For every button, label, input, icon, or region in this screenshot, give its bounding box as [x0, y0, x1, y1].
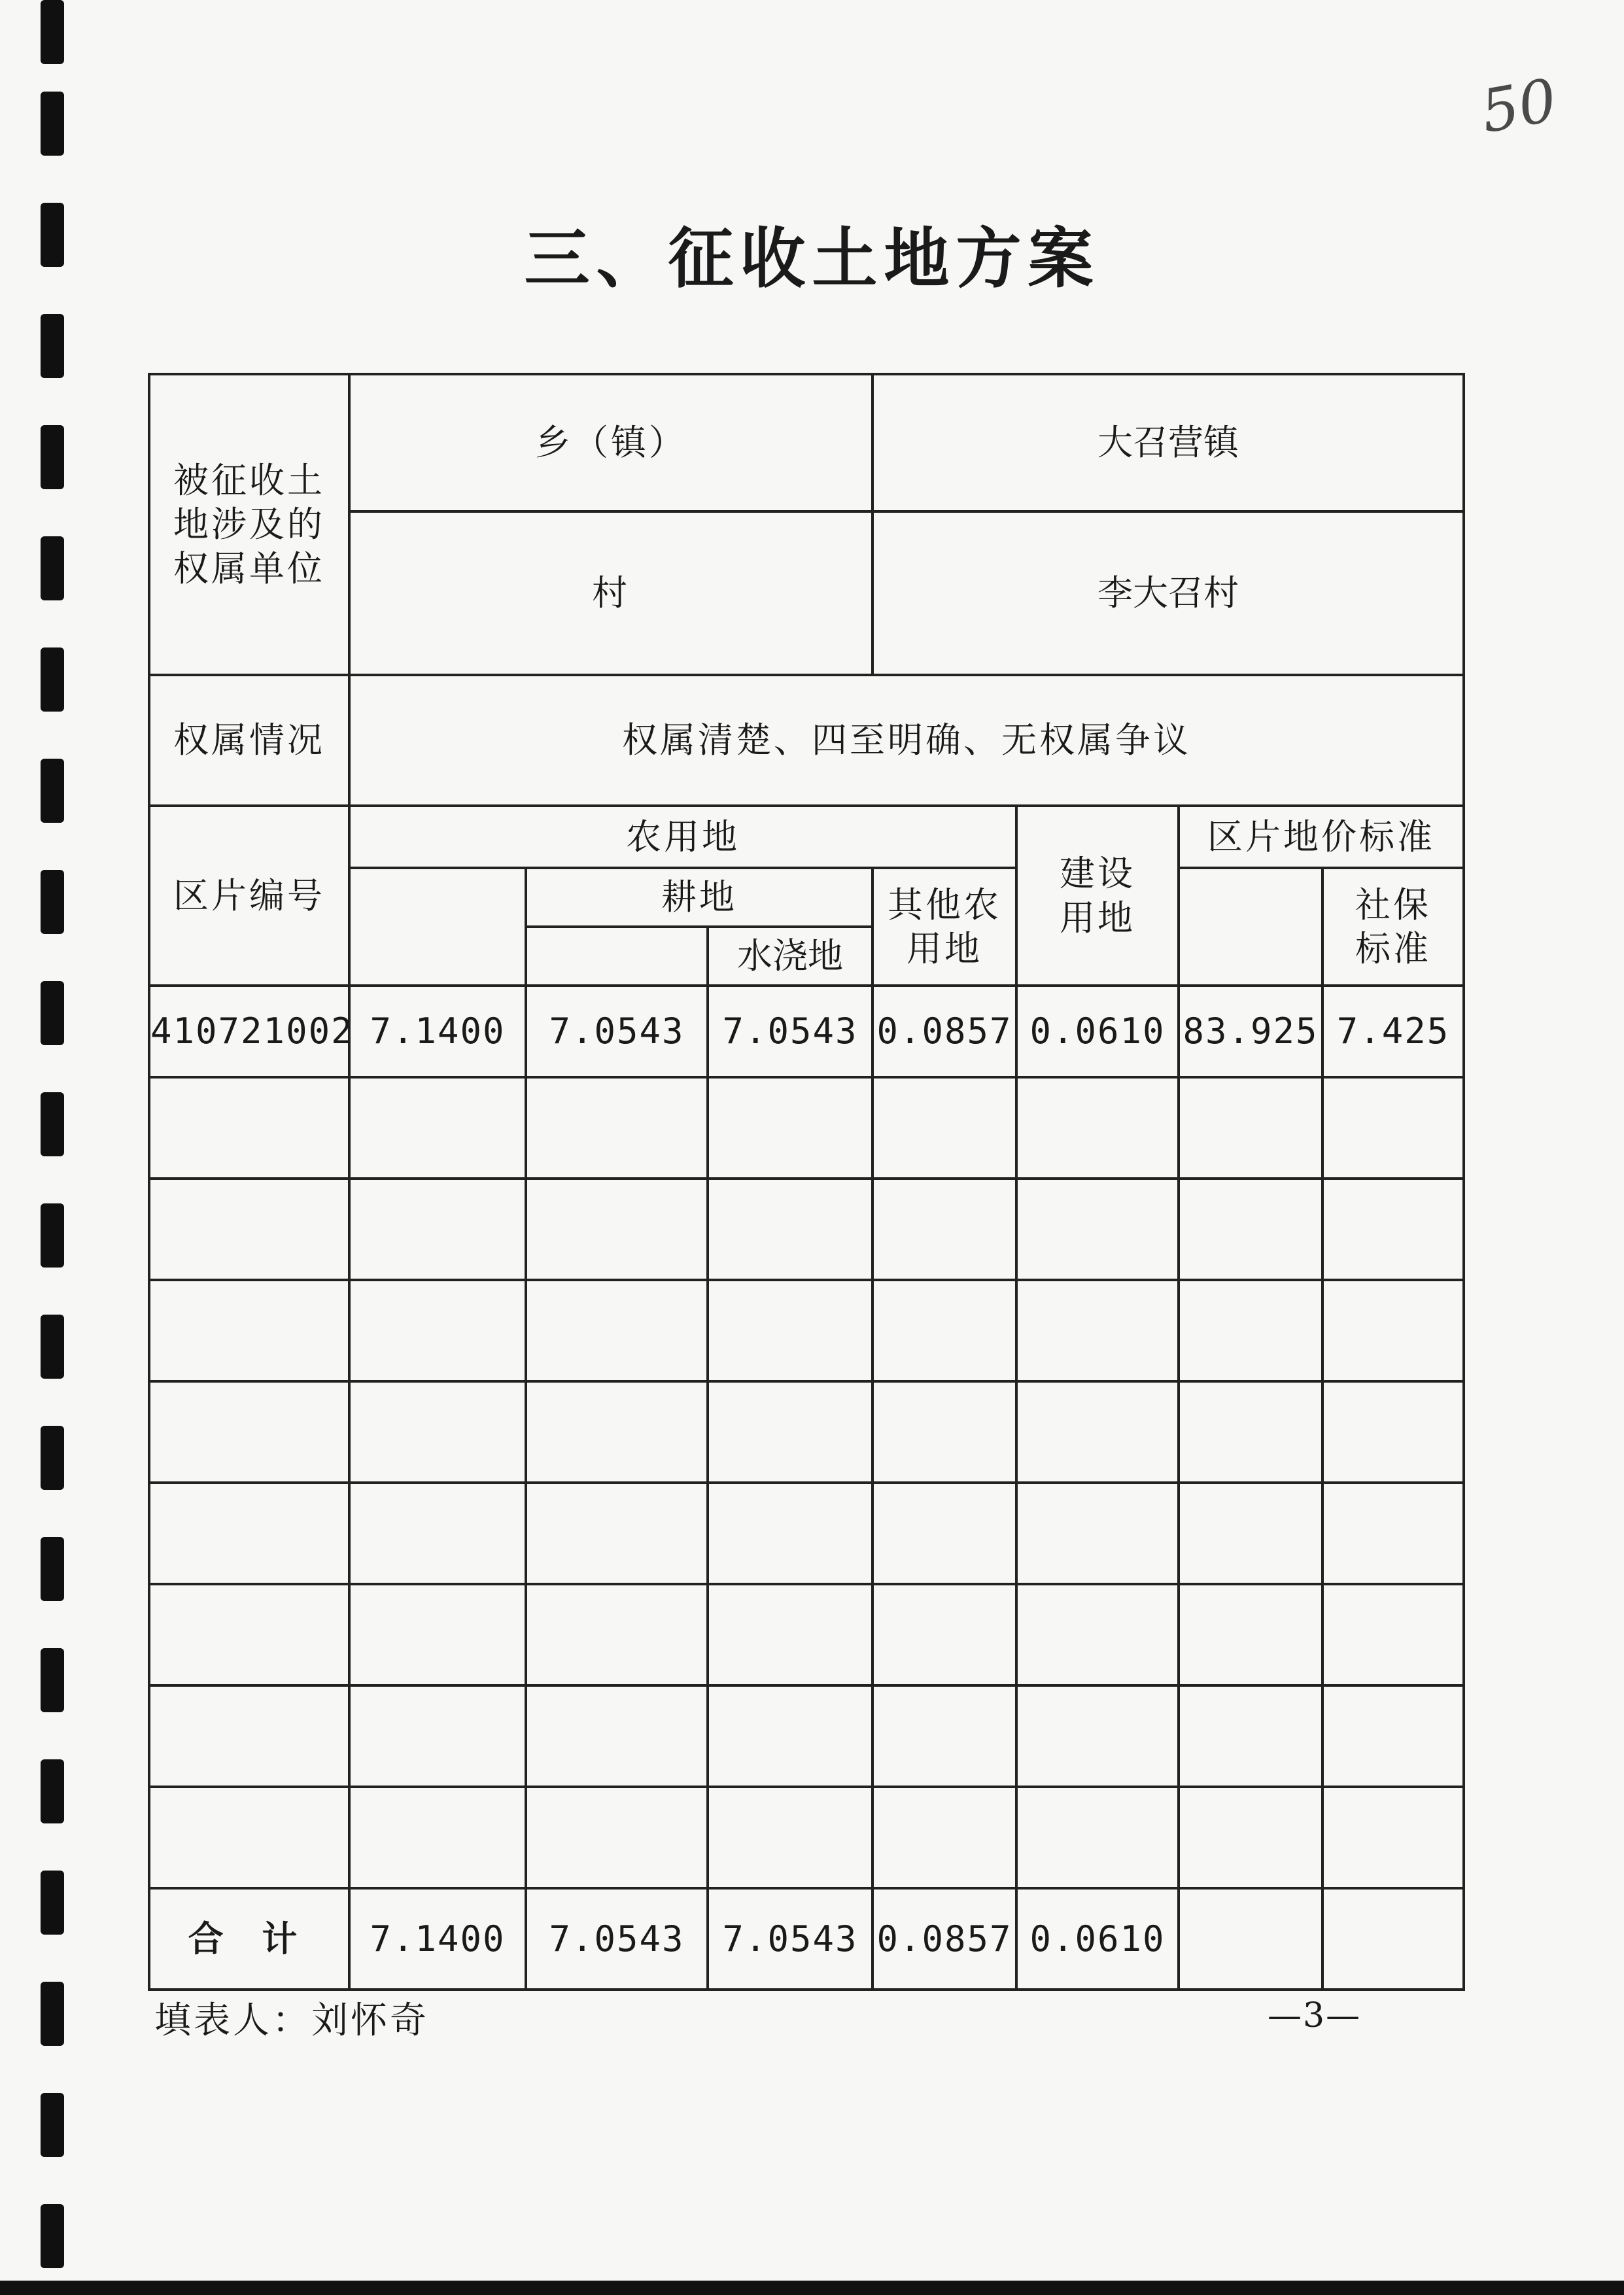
- binding-hole: [41, 536, 64, 600]
- ownership-unit-label: 被征收土地涉及的权属单位: [149, 374, 349, 675]
- price-subheader-empty: [1179, 868, 1322, 986]
- total-other-agri: 0.0857: [872, 1888, 1016, 1990]
- binding-hole: [41, 2093, 64, 2157]
- total-label: 合 计: [149, 1888, 349, 1990]
- empty-row: [149, 1787, 1464, 1888]
- binding-hole: [41, 314, 64, 378]
- total-agricultural: 7.1400: [349, 1888, 526, 1990]
- page-title: 三、征收土地方案: [524, 220, 1100, 297]
- binding-hole: [41, 425, 64, 489]
- binding-hole: [41, 647, 64, 712]
- agricultural-subheader-empty: [349, 868, 526, 986]
- binding-hole: [41, 1871, 64, 1935]
- township-value: 大召营镇: [872, 374, 1464, 511]
- empty-row: [149, 1381, 1464, 1483]
- construction-cell: 0.0610: [1016, 986, 1179, 1077]
- cultivated-subheader-empty: [526, 927, 708, 986]
- village-value: 李大召村: [872, 511, 1464, 675]
- empty-row: [149, 1280, 1464, 1381]
- binding-hole: [41, 981, 64, 1045]
- irrigated-cell: 7.0543: [708, 986, 872, 1077]
- ownership-status-value: 权属清楚、四至明确、无权属争议: [349, 675, 1464, 806]
- other-agri-cell: 0.0857: [872, 986, 1016, 1077]
- page-folio: —3—: [1268, 1996, 1362, 2035]
- binding-hole: [41, 1648, 64, 1712]
- township-label: 乡（镇）: [349, 374, 872, 511]
- price-standard-header: 区片地价标准: [1179, 806, 1464, 868]
- binding-hole: [41, 92, 64, 156]
- construction-header: 建设用地: [1016, 806, 1179, 986]
- irrigated-header: 水浇地: [708, 927, 872, 986]
- total-social-security: [1322, 1888, 1464, 1990]
- village-label: 村: [349, 511, 872, 675]
- binding-hole: [41, 1315, 64, 1379]
- cultivated-header: 耕地: [526, 868, 872, 927]
- binding-hole: [41, 1982, 64, 2046]
- empty-row: [149, 1685, 1464, 1787]
- parcel-id-cell: 410721002: [149, 986, 349, 1077]
- binding-hole: [41, 1759, 64, 1823]
- total-construction: 0.0610: [1016, 1888, 1179, 1990]
- land-acquisition-table: [148, 373, 1465, 1991]
- ownership-status-label: 权属情况: [149, 675, 349, 806]
- binding-holes: [0, 0, 78, 2295]
- binding-hole: [41, 1092, 64, 1156]
- form-filler: 填表人：刘怀奇: [154, 1999, 429, 2042]
- handwritten-page-number: 50: [1476, 65, 1562, 147]
- other-agri-header: 其他农用地: [872, 868, 1016, 986]
- empty-row: [149, 1077, 1464, 1179]
- social-security-header: 社保标准: [1322, 868, 1464, 986]
- agricultural-header: 农用地: [349, 806, 1016, 868]
- binding-hole: [41, 1426, 64, 1490]
- social-security-cell: 7.425: [1322, 986, 1464, 1077]
- cultivated-cell: 7.0543: [526, 986, 708, 1077]
- total-price: [1179, 1888, 1322, 1990]
- binding-hole: [41, 2204, 64, 2268]
- binding-hole: [41, 870, 64, 934]
- total-irrigated: 7.0543: [708, 1888, 872, 1990]
- empty-row: [149, 1483, 1464, 1584]
- binding-hole: [41, 1537, 64, 1601]
- empty-row: [149, 1584, 1464, 1685]
- binding-hole: [41, 759, 64, 823]
- agricultural-cell: 7.1400: [349, 986, 526, 1077]
- total-cultivated: 7.0543: [526, 1888, 708, 1990]
- empty-row: [149, 1179, 1464, 1280]
- price-cell: 83.925: [1179, 986, 1322, 1077]
- parcel-id-header: 区片编号: [149, 806, 349, 986]
- scan-edge: [0, 2281, 1624, 2295]
- binding-hole: [41, 1203, 64, 1268]
- binding-hole: [41, 0, 64, 64]
